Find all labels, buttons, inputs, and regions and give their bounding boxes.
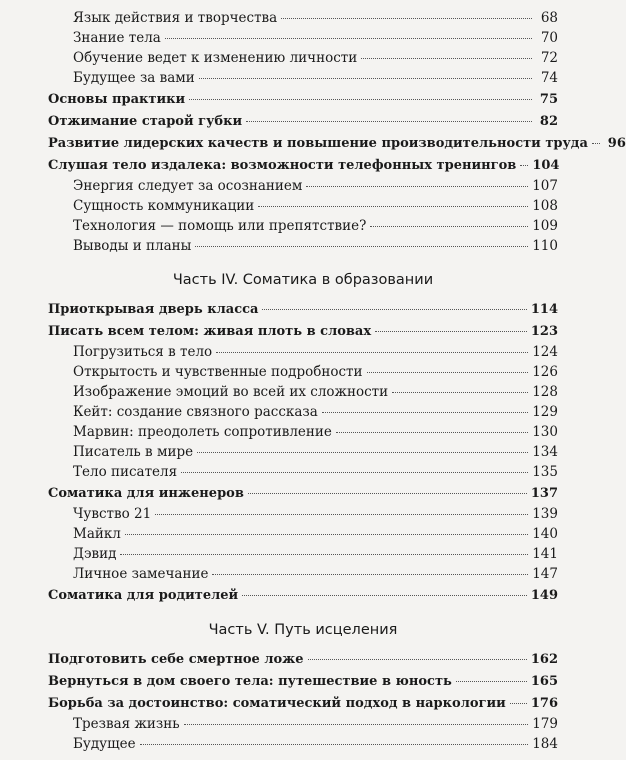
dot-leader [392, 392, 528, 393]
dot-leader [197, 452, 528, 453]
dot-leader [155, 514, 528, 515]
toc-chapter-entry[interactable] [48, 672, 558, 692]
entry-title: Личное замечание [73, 566, 209, 582]
entry-page-number: 130 [532, 424, 558, 440]
entry-title: Писатель в мире [73, 444, 194, 460]
entry-title: Отжимание старой губки [48, 114, 243, 129]
dot-leader [216, 352, 528, 353]
toc-subsection-entry[interactable] [48, 462, 558, 482]
entry-title: Погрузиться в тело [73, 344, 213, 360]
entry-title: Технология — помощь или препятствие? [73, 218, 367, 234]
dot-leader [322, 412, 528, 413]
dot-leader [367, 372, 529, 373]
table-of-contents [48, 8, 626, 754]
dot-leader [140, 744, 529, 745]
entry-title: Язык действия и творчества [73, 10, 278, 26]
entry-page-number: 165 [530, 674, 558, 689]
entry-page-number: 134 [532, 444, 558, 460]
entry-title: Сущность коммуникации [73, 198, 255, 214]
dot-leader [195, 246, 528, 247]
dot-leader [165, 38, 532, 39]
dot-leader [184, 724, 529, 725]
dot-leader [281, 18, 532, 19]
part-heading: Часть IV. Соматика в образовании [172, 272, 434, 288]
toc-chapter-entry[interactable] [48, 650, 558, 670]
toc-subsection-entry[interactable] [48, 342, 558, 362]
toc-subsection-entry[interactable] [48, 48, 558, 68]
entry-page-number: 96 [607, 136, 626, 151]
dot-leader [456, 681, 527, 682]
entry-title: Трезвая жизнь [73, 716, 180, 732]
toc-chapter-entry[interactable] [48, 484, 558, 504]
dot-leader [306, 186, 528, 187]
entry-page-number: 107 [532, 178, 558, 194]
entry-title: Тело писателя [73, 464, 178, 480]
toc-chapter-entry[interactable] [48, 300, 558, 320]
entry-title: Дэвид [73, 546, 117, 562]
toc-subsection-entry[interactable] [48, 422, 558, 442]
entry-page-number: 129 [532, 404, 558, 420]
entry-title: Изображение эмоций во всей их сложности [73, 384, 389, 400]
entry-page-number: 128 [532, 384, 558, 400]
toc-subsection-entry[interactable] [48, 28, 558, 48]
toc-subsection-entry[interactable] [48, 382, 558, 402]
dot-leader [120, 554, 528, 555]
entry-page-number: 123 [530, 324, 558, 339]
dot-leader [242, 595, 527, 596]
toc-subsection-entry[interactable] [48, 68, 558, 88]
entry-page-number: 135 [532, 464, 558, 480]
entry-page-number: 147 [532, 566, 558, 582]
entry-page-number: 104 [532, 158, 560, 173]
entry-title: Вернуться в дом своего тела: путешествие в юность [48, 674, 452, 689]
entry-page-number: 108 [532, 198, 558, 214]
entry-title: Будущее за вами [73, 70, 195, 86]
dot-leader [248, 493, 527, 494]
entry-page-number: 68 [540, 10, 558, 26]
entry-title: Майкл [73, 526, 121, 542]
toc-subsection-entry[interactable] [48, 176, 558, 196]
dot-leader [258, 206, 528, 207]
entry-page-number: 179 [532, 716, 558, 732]
entry-page-number: 184 [532, 736, 558, 752]
entry-page-number: 139 [532, 506, 558, 522]
toc-subsection-entry[interactable] [48, 714, 558, 734]
entry-title: Обучение ведет к изменению личности [73, 50, 358, 66]
entry-title: Марвин: преодолеть сопротивление [73, 424, 332, 440]
entry-title: Будущее [73, 736, 136, 752]
toc-subsection-entry[interactable] [48, 504, 558, 524]
entry-page-number: 72 [540, 50, 558, 66]
dot-leader [246, 121, 532, 122]
dot-leader [520, 165, 528, 166]
entry-page-number: 149 [530, 588, 558, 603]
dot-leader [125, 534, 528, 535]
part-heading: Часть V. Путь исцеления [208, 622, 398, 638]
toc-subsection-entry[interactable] [48, 236, 558, 256]
toc-subsection-entry[interactable] [48, 524, 558, 544]
entry-title: Основы практики [48, 92, 186, 107]
dot-leader [212, 574, 528, 575]
entry-title: Выводы и планы [73, 238, 192, 254]
entry-page-number: 70 [540, 30, 558, 46]
dot-leader [336, 432, 528, 433]
toc-subsection-entry[interactable] [48, 196, 558, 216]
entry-page-number: 74 [540, 70, 558, 86]
toc-chapter-entry[interactable] [48, 112, 558, 132]
toc-subsection-entry[interactable] [48, 8, 558, 28]
dot-leader [370, 226, 528, 227]
toc-subsection-entry[interactable] [48, 442, 558, 462]
toc-chapter-entry[interactable] [48, 586, 558, 606]
toc-chapter-entry[interactable] [48, 694, 558, 714]
entry-title: Соматика для инженеров [48, 486, 244, 501]
entry-page-number: 137 [530, 486, 558, 501]
entry-page-number: 82 [539, 114, 558, 129]
toc-chapter-entry[interactable] [48, 156, 558, 176]
dot-leader [308, 659, 527, 660]
toc-chapter-entry[interactable] [48, 322, 558, 342]
entry-title: Знание тела [73, 30, 161, 46]
toc-chapter-entry[interactable] [48, 90, 558, 110]
toc-subsection-entry[interactable] [48, 734, 558, 754]
entry-page-number: 109 [532, 218, 558, 234]
dot-leader [592, 143, 600, 144]
dot-leader [375, 331, 527, 332]
dot-leader [181, 472, 528, 473]
entry-title: Слушая тело издалека: возможности телефонных тренингов [48, 158, 517, 173]
toc-subsection-entry[interactable] [48, 544, 558, 564]
entry-title: Открытость и чувственные подробности [73, 364, 363, 380]
entry-title: Писать всем телом: живая плоть в словах [48, 324, 372, 339]
dot-leader [262, 309, 526, 310]
entry-page-number: 162 [530, 652, 558, 667]
entry-title: Борьба за достоинство: соматический подход в наркологии [48, 696, 506, 711]
entry-page-number: 140 [532, 526, 558, 542]
toc-subsection-entry[interactable] [48, 216, 558, 236]
dot-leader [189, 99, 532, 100]
entry-page-number: 75 [539, 92, 558, 107]
entry-page-number: 176 [530, 696, 558, 711]
dot-leader [199, 78, 532, 79]
entry-title: Приоткрывая дверь класса [48, 302, 259, 317]
entry-title: Чувство 21 [73, 506, 152, 522]
entry-title: Кейт: создание связного рассказа [73, 404, 318, 420]
entry-page-number: 124 [532, 344, 558, 360]
entry-title: Соматика для родителей [48, 588, 239, 603]
dot-leader [510, 703, 527, 704]
entry-page-number: 126 [532, 364, 558, 380]
entry-page-number: 110 [532, 238, 558, 254]
toc-chapter-entry[interactable] [48, 134, 626, 154]
entry-page-number: 114 [530, 302, 558, 317]
toc-subsection-entry[interactable] [48, 564, 558, 584]
entry-title: Развитие лидерских качеств и повышение производительности труда [48, 136, 588, 151]
dot-leader [361, 58, 532, 59]
toc-subsection-entry[interactable] [48, 402, 558, 422]
entry-page-number: 141 [532, 546, 558, 562]
entry-title: Энергия следует за осознанием [73, 178, 303, 194]
toc-subsection-entry[interactable] [48, 362, 558, 382]
entry-title: Подготовить себе смертное ложе [48, 652, 304, 667]
